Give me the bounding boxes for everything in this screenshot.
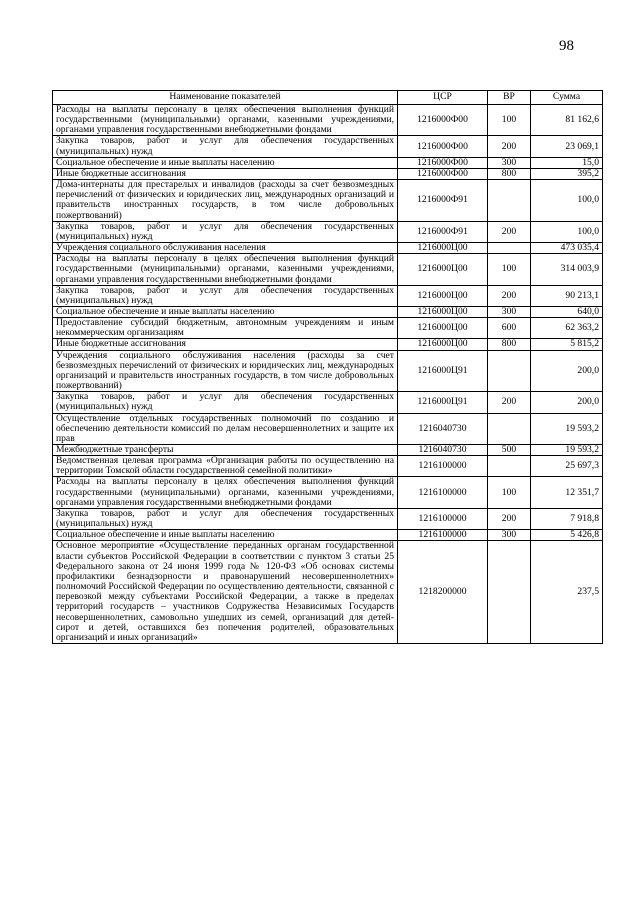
cell-sum: 7 918,8 [531,508,603,529]
cell-vr [488,413,531,444]
cell-csr: 1216000Ф00 [398,136,488,157]
cell-name: Ведомственная целевая программа «Организация работы по осуществлению на территории Томской области государственной семейной политики» [53,456,398,477]
table-row [53,306,603,317]
page-number: 98 [559,38,574,54]
header-csr: ЦСР [398,91,488,105]
header-name: Наименование показателей [53,91,398,105]
cell-vr: 200 [488,221,531,242]
table-row [53,541,603,644]
cell-csr: 1216000Ц00 [398,306,488,317]
cell-name: Закупка товаров, работ и услуг для обеспечения государственных (муниципальных) нужд [53,221,398,242]
cell-csr: 1216040730 [398,445,488,456]
cell-vr: 100 [488,254,531,285]
cell-name: Закупка товаров, работ и услуг для обеспечения государственных (муниципальных) нужд [53,508,398,529]
cell-name: Иные бюджетные ассигнования [53,168,398,179]
cell-sum: 25 697,3 [531,456,603,477]
table-row [53,243,603,254]
cell-vr: 300 [488,306,531,317]
cell-csr: 1216000Ц00 [398,318,488,339]
table-row [53,254,603,285]
cell-name: Дома-интернаты для престарелых и инвалидов (расходы за счет безвозмездных перечислений от физических и юридических лиц, международных организаций и правительств иностранных государств, в том числе добровольных пожертвований) [53,180,398,222]
cell-sum: 81 162,6 [531,105,603,136]
cell-name: Предоставление субсидий бюджетным, автономным учреждениям и иным некоммерческим организациям [53,318,398,339]
cell-sum: 640,0 [531,306,603,317]
cell-csr: 1216100000 [398,508,488,529]
table-row [53,318,603,339]
header-vr: ВР [488,91,531,105]
table-row [53,445,603,456]
cell-sum: 200,0 [531,350,603,392]
cell-csr: 1216000Ц00 [398,243,488,254]
cell-csr: 1216000Ф00 [398,168,488,179]
cell-sum: 90 213,1 [531,285,603,306]
cell-csr: 1216000Ф91 [398,221,488,242]
table-row [53,530,603,541]
cell-vr: 600 [488,318,531,339]
cell-vr [488,180,531,222]
cell-sum: 314 003,9 [531,254,603,285]
cell-name: Закупка товаров, работ и услуг для обеспечения государственных (муниципальных) нужд [53,285,398,306]
cell-csr: 1216000Ц00 [398,285,488,306]
cell-sum: 19 593,2 [531,445,603,456]
cell-sum: 100,0 [531,180,603,222]
cell-csr: 1216100000 [398,456,488,477]
cell-csr: 1216000Ц91 [398,392,488,413]
cell-name: Иные бюджетные ассигнования [53,339,398,350]
cell-csr: 1216000Ц91 [398,350,488,392]
cell-vr [488,243,531,254]
cell-csr: 1216040730 [398,413,488,444]
cell-sum: 395,2 [531,168,603,179]
cell-sum: 200,0 [531,392,603,413]
cell-sum: 62 363,2 [531,318,603,339]
cell-name: Закупка товаров, работ и услуг для обеспечения государственных (муниципальных) нужд [53,392,398,413]
cell-name: Осуществление отдельных государственных полномочий по созданию и обеспечению деятельности комиссий по делам несовершеннолетних и защите их прав [53,413,398,444]
cell-name: Расходы на выплаты персоналу в целях обеспечения выполнения функций государственными (муниципальными) органами, казенными учреждениями, органами управления государственными внебюджетными фондами [53,254,398,285]
cell-csr: 1216100000 [398,477,488,508]
table-row [53,339,603,350]
table-body [53,105,603,644]
cell-sum: 5 815,2 [531,339,603,350]
cell-vr: 800 [488,168,531,179]
cell-name: Социальное обеспечение и иные выплаты населению [53,530,398,541]
cell-vr: 200 [488,508,531,529]
cell-vr: 800 [488,339,531,350]
cell-vr: 200 [488,392,531,413]
table-row [53,477,603,508]
table-row [53,157,603,168]
table-row [53,508,603,529]
cell-sum: 23 069,1 [531,136,603,157]
cell-name: Учреждения социального обслуживания населения [53,243,398,254]
cell-sum: 100,0 [531,221,603,242]
cell-vr [488,456,531,477]
table-row [53,136,603,157]
table-row [53,456,603,477]
cell-csr: 1218200000 [398,541,488,644]
table-row [53,285,603,306]
table-row [53,413,603,444]
cell-sum: 19 593,2 [531,413,603,444]
table-row [53,168,603,179]
cell-sum: 473 035,4 [531,243,603,254]
cell-sum: 5 426,8 [531,530,603,541]
cell-csr: 1216000Ц00 [398,339,488,350]
cell-csr: 1216000Ц00 [398,254,488,285]
cell-name: Расходы на выплаты персоналу в целях обеспечения выполнения функций государственными (муниципальными) органами, казенными учреждениями, органами управления государственными внебюджетными фондами [53,105,398,136]
table-row [53,350,603,392]
cell-name: Расходы на выплаты персоналу в целях обеспечения выполнения функций государственными (муниципальными) органами, казенными учреждениями, органами управления государственными внебюджетными фондами [53,477,398,508]
cell-csr: 1216000Ф91 [398,180,488,222]
cell-vr: 200 [488,136,531,157]
table-header-row [53,91,603,105]
cell-csr: 1216000Ф00 [398,157,488,168]
cell-vr: 100 [488,105,531,136]
table-row [53,221,603,242]
cell-vr: 500 [488,445,531,456]
cell-name: Социальное обеспечение и иные выплаты населению [53,157,398,168]
cell-csr: 1216000Ф00 [398,105,488,136]
cell-vr: 300 [488,157,531,168]
table-row [53,180,603,222]
table-row [53,105,603,136]
cell-name: Социальное обеспечение и иные выплаты населению [53,306,398,317]
cell-name: Учреждения социального обслуживания населения (расходы за счет безвозмездных перечислений от физических и юридических лиц, международных организаций и правительств иностранных государств, в том числе добровольных пожертвований) [53,350,398,392]
cell-name: Основное мероприятие «Осуществление переданных органам государственной власти субъектов Российской Федерации в соответствии с пунктом 3 статьи 25 Федерального закона от 24 июня 1999 года № 120-ФЗ «Об основах системы профилактики безнадзорности и правонарушений несовершеннолетних» полномочий Российской Федерации по осуществлению деятельности, связанной с перевозкой между субъектами Российской Федерации, а также в пределах территорий государств – участников Содружества Независимых Государств несовершеннолетних, самовольно ушедших из семей, организаций для детей-сирот и детей, оставшихся без попечения родителей, образовательных организаций и иных организаций» [53,541,398,644]
cell-name: Межбюджетные трансферты [53,445,398,456]
cell-csr: 1216100000 [398,530,488,541]
cell-vr [488,350,531,392]
cell-vr [488,541,531,644]
cell-name: Закупка товаров, работ и услуг для обеспечения государственных (муниципальных) нужд [53,136,398,157]
cell-vr: 300 [488,530,531,541]
cell-vr: 200 [488,285,531,306]
cell-vr: 100 [488,477,531,508]
table-row [53,392,603,413]
budget-table [52,90,603,644]
cell-sum: 237,5 [531,541,603,644]
header-sum: Сумма [531,91,603,105]
cell-sum: 15,0 [531,157,603,168]
cell-sum: 12 351,7 [531,477,603,508]
